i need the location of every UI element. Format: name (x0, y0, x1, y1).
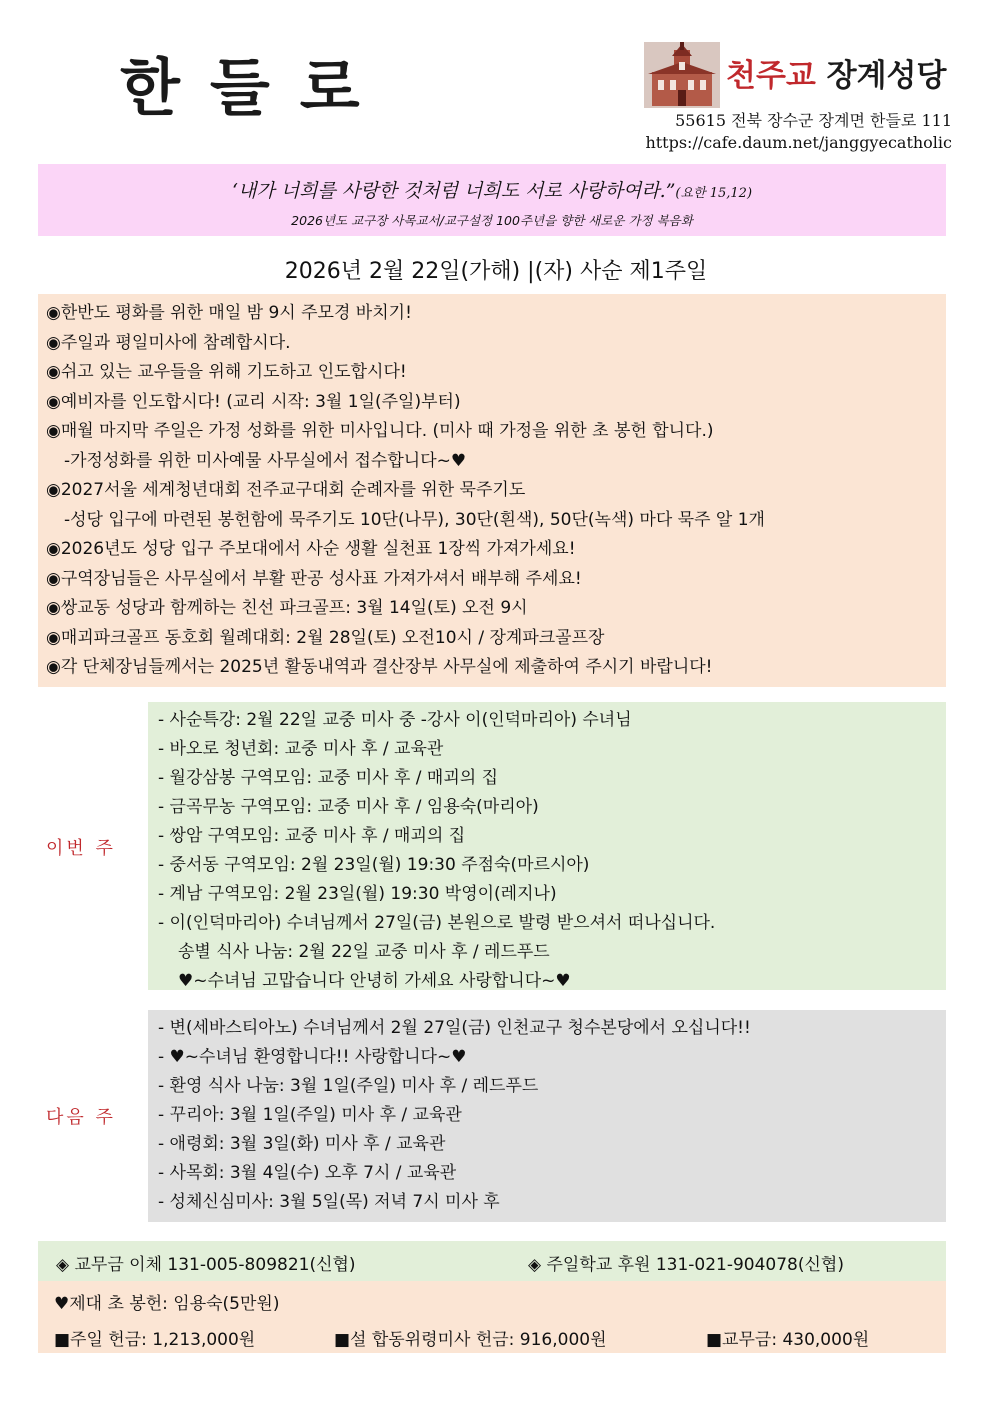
schedule-item-text: - 중서동 구역모임: 2월 23일(월) 19:30 주점숙(마르시아) (158, 855, 590, 875)
schedule-item-continuation: ♥~수녀님 고맙습니다 안녕히 가세요 사랑합니다~♥ (178, 971, 571, 991)
this-week-list (148, 702, 946, 996)
notice-item: ◉매월 마지막 주일은 가정 성화를 위한 미사입니다. (미사 때 가정을 위한 초 봉헌 합니다.) (46, 421, 714, 441)
notice-item: ◉구역장님들은 사무실에서 부활 판공 성사표 가져가셔서 배부해 주세요! (46, 568, 582, 589)
candle-offering: ♥제대 초 봉헌: 임용숙(5만원) (54, 1294, 280, 1314)
quote-reference: (요한 15,12) (675, 186, 753, 201)
notice-item: -가정성화를 위한 미사예물 사무실에서 접수합니다~♥ (64, 450, 467, 471)
schedule-item (158, 764, 946, 793)
schedule-item (158, 1188, 946, 1217)
postal-address: 55615 전북 장수군 장계면 한들로 111 (675, 111, 952, 130)
schedule-item (158, 880, 946, 909)
schedule-item (158, 706, 946, 735)
sunday-collection: ■주일 헌금: 1,213,000원 (54, 1330, 256, 1350)
logo-text-black: 장계성당 (826, 58, 947, 94)
schedule-item-text: - 이(인덕마리아) 수녀님께서 27일(금) 본원으로 발령 받으셔서 떠나십니다. (158, 913, 716, 933)
this-week-label: 이번 주 (46, 838, 116, 859)
notice-item: ◉한반도 평화를 위한 매일 밤 9시 주모경 바치기! (46, 303, 412, 323)
quote-text: ‘내가 너희를 사랑한 것처럼 너희도 서로 사랑하여라.” (231, 180, 676, 202)
schedule-item-text: - 사목회: 3월 4일(수) 오후 7시 / 교육관 (158, 1163, 457, 1183)
schedule-item (158, 851, 946, 880)
schedule-item (158, 1043, 946, 1072)
schedule-item-text: - 계남 구역모임: 2월 23일(월) 19:30 박영이(레지나) (158, 884, 557, 904)
schedule-item-text: - 쌍암 구역모임: 교중 미사 후 / 매괴의 집 (158, 826, 466, 846)
notice-item: ◉예비자를 인도합시다! (교리 시작: 3월 1일(주일)부터) (46, 391, 461, 412)
schedule-item-text: - 사순특강: 2월 22일 교중 미사 중 -강사 이(인덕마리아) 수녀님 (158, 710, 632, 730)
notice-item: ◉매괴파크골프 동호회 월례대회: 2월 28일(토) 오전10시 / 장계파크골프장 (46, 627, 605, 648)
logo-text-red: 천주교 (726, 58, 816, 94)
parish-logo (644, 42, 947, 108)
bank-accounts (38, 1241, 946, 1281)
schedule-item-text: - 월강삼봉 구역모임: 교중 미사 후 / 매괴의 집 (158, 768, 498, 788)
schedule-item (158, 1072, 946, 1101)
schedule-item-text: - 금곡무농 구역모임: 교중 미사 후 / 임용숙(마리아) (158, 797, 539, 817)
dues-total: ■교무금: 430,000원 (706, 1330, 870, 1350)
notice-item: ◉각 단체장님들께서는 2025년 활동내역과 결산장부 사무실에 제출하여 주시기 바랍니다! (46, 657, 713, 677)
notice-item: ◉2026년도 성당 입구 주보대에서 사순 생활 실천표 1장씩 가져가세요! (46, 539, 576, 559)
cafe-link[interactable]: https://cafe.daum.net/janggyecatholic (645, 133, 952, 152)
schedule-item-text: - 꾸리아: 3월 1일(주일) 미사 후 / 교육관 (158, 1105, 462, 1125)
schedule-item-text: - 변(세바스티아노) 수녀님께서 2월 27일(금) 인천교구 청수본당에서 오십니다!! (158, 1018, 751, 1038)
schedule-item-continuation: 송별 식사 나눔: 2월 22일 교중 미사 후 / 레드푸드 (178, 942, 550, 962)
scripture-quote (38, 176, 946, 203)
notice-item: ◉쌍교동 성당과 함께하는 친선 파크골프: 3월 14일(토) 오전 9시 (46, 598, 528, 618)
schedule-item-text: - 바오로 청년회: 교중 미사 후 / 교육관 (158, 739, 444, 759)
schedule-item-text: - 성체신심미사: 3월 5일(목) 저녁 7시 미사 후 (158, 1192, 500, 1212)
schedule-item (158, 822, 946, 851)
schedule-item (158, 1101, 946, 1130)
schedule-item-text: - 환영 식사 나눔: 3월 1일(주일) 미사 후 / 레드푸드 (158, 1076, 539, 1096)
masthead-title: 한들로 (120, 51, 390, 124)
schedule-item (158, 1014, 946, 1043)
church-icon (644, 42, 720, 108)
notice-item: -성당 입구에 마련된 봉헌함에 묵주기도 10단(나무), 30단(흰색), 50단(녹색) 마다 묵주 알 1개 (64, 509, 765, 530)
schedule-item (158, 909, 946, 996)
sunday-school-account: ◈ 주일학교 후원 131-021-904078(신협) (528, 1255, 844, 1275)
this-week-section (148, 702, 946, 990)
offerings-section (38, 1281, 946, 1353)
liturgical-date: 2026년 2월 22일(가해) |(자) 사순 제1주일 (284, 259, 708, 284)
schedule-item (158, 1159, 946, 1188)
notice-item: ◉쉬고 있는 교우들을 위해 기도하고 인도합시다! (46, 362, 407, 382)
pastoral-theme: 2026년도 교구장 사목교서/교구설정 100주년을 향한 새로운 가정 복음화 (291, 213, 693, 228)
schedule-item (158, 735, 946, 764)
next-week-list (148, 1010, 946, 1217)
dues-account: ◈ 교무금 이체 131-005-809821(신협) (56, 1255, 356, 1275)
notices-section (38, 294, 946, 687)
scripture-quote-box (38, 164, 946, 236)
schedule-item-text: - 애령회: 3월 3일(화) 미사 후 / 교육관 (158, 1134, 446, 1154)
schedule-item (158, 793, 946, 822)
memorial-mass-collection: ■설 합동위령미사 헌금: 916,000원 (334, 1330, 607, 1350)
schedule-item (158, 1130, 946, 1159)
next-week-label: 다음 주 (46, 1107, 116, 1128)
next-week-section (148, 1010, 946, 1222)
notice-item: ◉주일과 평일미사에 참례합시다. (46, 332, 291, 353)
address-block (645, 110, 952, 154)
schedule-item-text: - ♥~수녀님 환영합니다!! 사랑합니다~♥ (158, 1047, 467, 1067)
notice-item: ◉2027서울 세계청년대회 전주교구대회 순례자를 위한 묵주기도 (46, 480, 526, 500)
notices-list (38, 294, 946, 683)
